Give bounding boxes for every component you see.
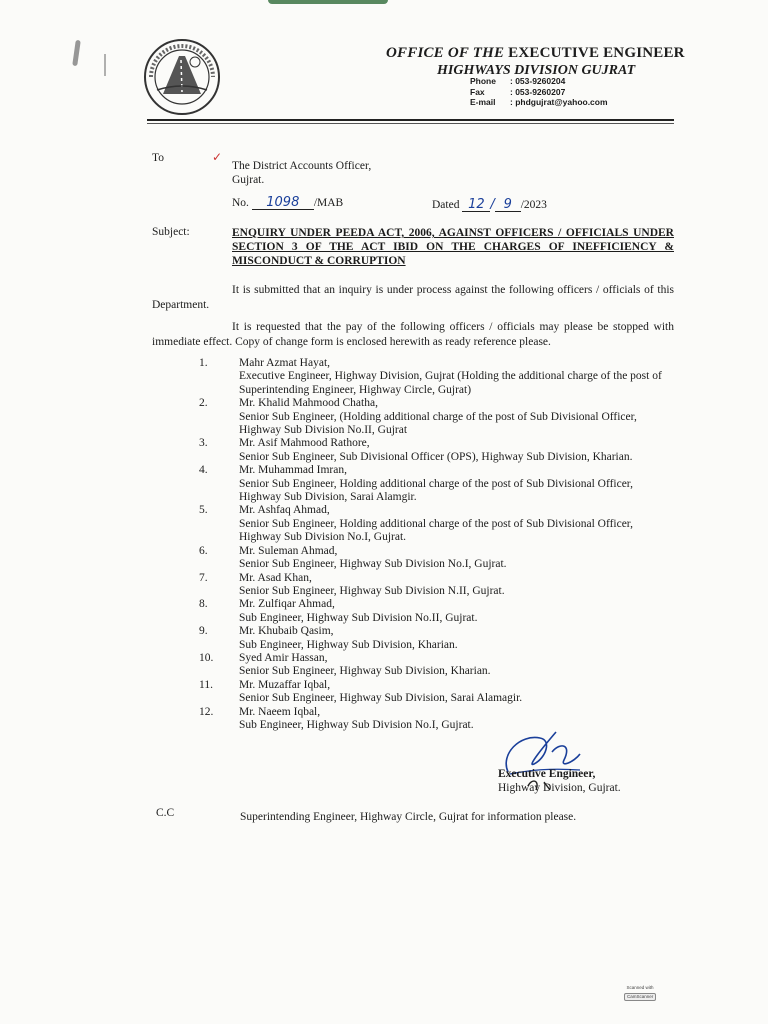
office-title bbox=[386, 45, 685, 62]
phone-value: : 053-9260204 bbox=[510, 76, 566, 86]
officer-number: 1. bbox=[199, 357, 208, 369]
addressee bbox=[232, 159, 371, 187]
officer-list-item bbox=[196, 504, 674, 544]
paragraph-request: It is requested that the pay of the following officers / officials may please be stopped with immediate effect. Copy of change form is enclosed herewith as ready reference please. bbox=[152, 321, 674, 348]
officer-entry bbox=[239, 545, 674, 572]
officer-designation: Executive Engineer, Highway Division, Gujrat (Holding the additional charge of the post of Superintending Engineer, Highway Circle, Gujrat) bbox=[239, 370, 662, 396]
officer-number: 12. bbox=[199, 705, 214, 718]
officer-list-item bbox=[196, 706, 674, 733]
phone-label: Phone bbox=[470, 76, 496, 86]
officer-list-item bbox=[196, 679, 674, 706]
officer-designation: Senior Sub Engineer, Highway Sub Division N.II, Gujrat. bbox=[239, 584, 505, 597]
officer-number: 3. bbox=[199, 437, 208, 450]
officer-list-item bbox=[196, 572, 674, 599]
officer-list-item bbox=[196, 437, 674, 464]
officer-name: Mahr Azmat Hayat, bbox=[239, 357, 331, 369]
letter-date: Dated 12 / 9 /2023 bbox=[432, 197, 547, 212]
officer-designation: Senior Sub Engineer, Highway Sub Division No.I, Gujrat. bbox=[239, 558, 507, 571]
email-line bbox=[470, 97, 608, 108]
officer-name: Mr. Khubaib Qasim, bbox=[239, 625, 334, 638]
division-name: HIGHWAYS DIVISION GUJRAT bbox=[437, 63, 636, 78]
scanner-watermark-line: Scanned with bbox=[626, 985, 654, 990]
office-title-suffix: EXECUTIVE ENGINEER bbox=[508, 45, 685, 61]
signatory-office: Highway Division, Gujrat. bbox=[498, 782, 621, 794]
officer-name: Mr. Muzaffar Iqbal, bbox=[239, 678, 331, 691]
dated-year: /2023 bbox=[520, 199, 547, 211]
officer-number: 9. bbox=[199, 625, 208, 638]
officer-list-item bbox=[196, 545, 674, 572]
officer-entry bbox=[239, 357, 674, 397]
officer-name: Mr. Ashfaq Ahmad, bbox=[239, 504, 330, 517]
officer-number: 11. bbox=[199, 678, 213, 691]
tick-mark-icon: ✓ bbox=[212, 150, 223, 164]
margin-mark bbox=[104, 54, 106, 76]
officer-designation: Senior Sub Engineer, (Holding additional charge of the post of Sub Divisional Officer, Highway Sub Division No.II, Gujrat bbox=[239, 410, 637, 437]
email-value: : phdgujrat@yahoo.com bbox=[510, 97, 608, 107]
email-label: E-mail bbox=[470, 97, 496, 107]
officer-designation: Senior Sub Engineer, Highway Sub Division, Kharian. bbox=[239, 665, 491, 678]
officer-entry bbox=[239, 464, 674, 504]
officer-designation: Sub Engineer, Highway Sub Division, Kharian. bbox=[239, 638, 458, 651]
paragraph-inquiry: It is submitted that an inquiry is under process against the following officers / officials of this Department. bbox=[152, 284, 674, 311]
contact-block bbox=[470, 76, 608, 108]
officer-list-item bbox=[196, 652, 674, 679]
officer-number: 10. bbox=[199, 651, 214, 664]
officer-entry bbox=[239, 504, 674, 544]
officer-name: Syed Amir Hassan, bbox=[239, 651, 328, 664]
fax-value: : 053-9260207 bbox=[510, 86, 566, 97]
office-title-prefix: OFFICE OF THE bbox=[386, 45, 505, 61]
officer-list-item bbox=[196, 625, 674, 652]
officer-designation: Sub Engineer, Highway Sub Division No.I, Gujrat. bbox=[239, 718, 474, 731]
officer-entry bbox=[239, 598, 674, 625]
officer-designation: Senior Sub Engineer, Holding additional charge of the post of Sub Divisional Officer, Highway Sub Division No.I, Gujrat. bbox=[239, 517, 634, 544]
officer-entry bbox=[239, 679, 674, 706]
phone-line bbox=[470, 76, 608, 87]
officer-number: 7. bbox=[199, 571, 208, 584]
officer-entry bbox=[239, 652, 674, 679]
officer-number: 6. bbox=[199, 544, 208, 557]
officer-designation: Senior Sub Engineer, Highway Sub Division, Sarai Alamagir. bbox=[239, 692, 523, 705]
officer-name: Mr. Zulfiqar Ahmad, bbox=[239, 598, 335, 611]
header-rule bbox=[147, 123, 674, 124]
officer-list-item bbox=[196, 397, 674, 437]
officer-entry bbox=[239, 572, 674, 599]
no-value: 1098 bbox=[252, 197, 314, 210]
department-seal-icon bbox=[143, 38, 221, 116]
margin-mark bbox=[72, 40, 81, 66]
officer-list-item bbox=[196, 357, 674, 397]
officer-entry bbox=[239, 437, 674, 464]
addressee-line: The District Accounts Officer, bbox=[232, 160, 372, 172]
officer-number: 8. bbox=[199, 598, 208, 611]
officer-number: 5. bbox=[199, 504, 208, 517]
officer-name: Mr. Khalid Mahmood Chatha, bbox=[239, 397, 378, 410]
officer-name: Mr. Asad Khan, bbox=[239, 571, 312, 584]
subject-label: Subject: bbox=[152, 226, 190, 238]
dated-label: Dated bbox=[432, 199, 460, 211]
officer-list-item bbox=[196, 464, 674, 504]
officer-entry bbox=[239, 706, 674, 733]
fax-line bbox=[470, 87, 608, 98]
officer-name: Mr. Asif Mahmood Rathore, bbox=[239, 437, 370, 450]
officer-list bbox=[196, 357, 674, 732]
signatory-title: Executive Engineer, bbox=[498, 768, 596, 780]
no-label: No. bbox=[232, 197, 249, 209]
addressee-line: Gujrat. bbox=[232, 174, 265, 186]
cc-label: C.C bbox=[156, 807, 175, 819]
fax-label: Fax bbox=[470, 86, 485, 97]
to-label: To bbox=[152, 152, 164, 164]
top-edge-mark bbox=[268, 0, 388, 4]
reference-number bbox=[232, 197, 343, 210]
officer-designation: Senior Sub Engineer, Holding additional charge of the post of Sub Divisional Officer, Highway Sub Division, Sarai Alamgir. bbox=[239, 477, 634, 504]
subject-text: ENQUIRY UNDER PEEDA ACT, 2006, AGAINST OFFICERS / OFFICIALS UNDER SECTION 3 OF THE ACT IBID ON THE CHARGES OF INEFFICIENCY & MISCONDUCT & CORRUPTION bbox=[232, 227, 674, 267]
officer-name: Mr. Naeem Iqbal, bbox=[239, 705, 321, 718]
officer-entry bbox=[239, 397, 674, 437]
officer-name: Mr. Suleman Ahmad, bbox=[239, 544, 338, 557]
officer-name: Mr. Muhammad Imran, bbox=[239, 464, 347, 477]
officer-list-item bbox=[196, 598, 674, 625]
scanner-watermark bbox=[624, 985, 656, 1011]
cc-recipient: Superintending Engineer, Highway Circle, Gujrat for information please. bbox=[240, 811, 577, 823]
dated-day: 12 bbox=[462, 199, 490, 212]
officer-designation: Senior Sub Engineer, Sub Divisional Officer (OPS), Highway Sub Division, Kharian. bbox=[239, 450, 633, 463]
officer-number: 2. bbox=[199, 397, 208, 410]
officer-number: 4. bbox=[199, 464, 208, 477]
header-rule bbox=[147, 119, 674, 121]
scanner-watermark-logo: CamScanner bbox=[624, 993, 656, 1001]
officer-entry bbox=[239, 625, 674, 652]
officer-designation: Sub Engineer, Highway Sub Division No.II, Gujrat. bbox=[239, 611, 478, 624]
no-suffix: /MAB bbox=[313, 197, 344, 209]
dated-month: 9 bbox=[495, 199, 521, 212]
